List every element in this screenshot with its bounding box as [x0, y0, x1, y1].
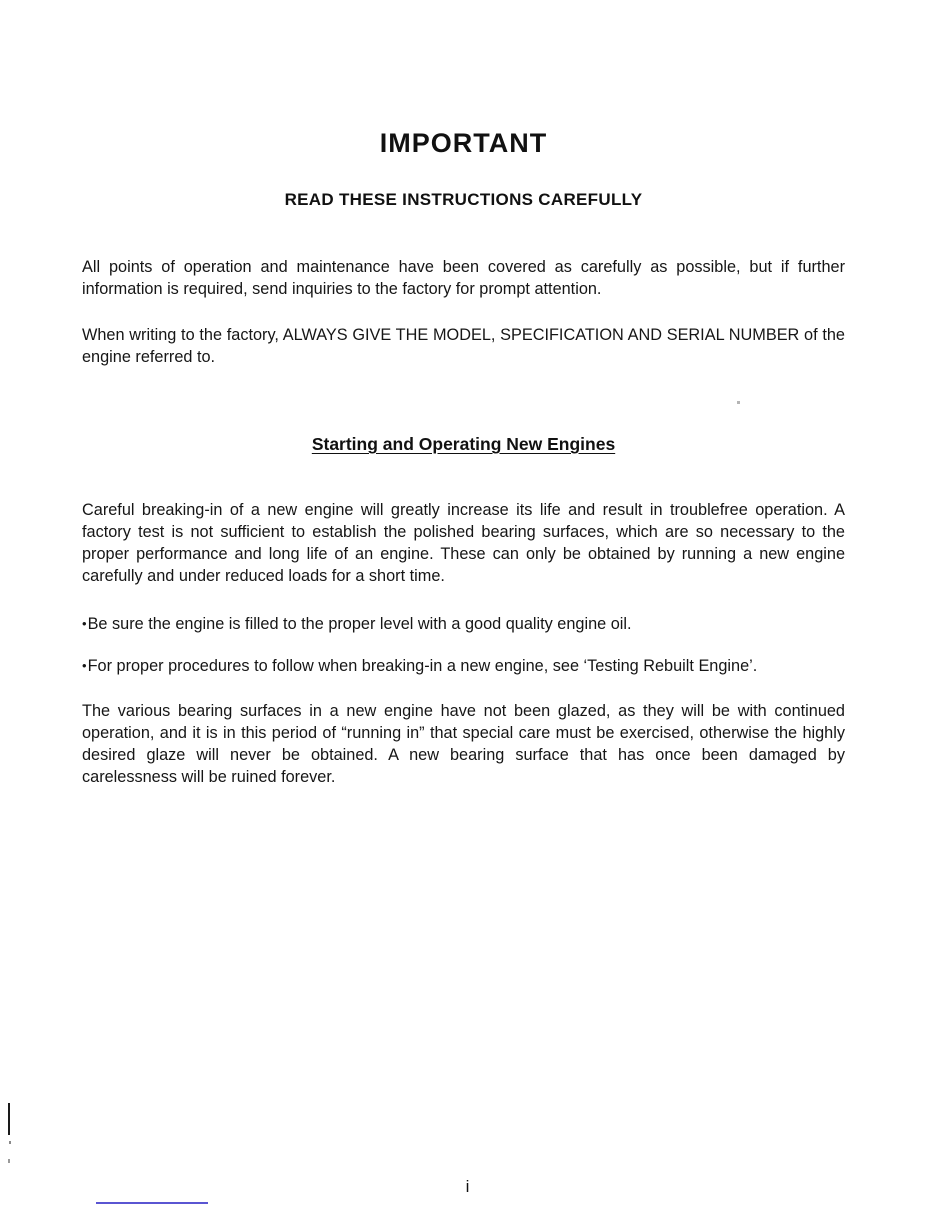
- paragraph-breaking-in: Careful breaking-in of a new engine will greatly increase its life and result in troublefree operation. A factory test is not sufficient to establish the polished bearing surfaces, which are so necessary to the proper performance and long life of an engine. These can only be obtained by running a new engine carefully and under reduced loads for a short time.: [82, 501, 845, 585]
- bullet-icon: •: [82, 616, 87, 631]
- scan-artifact-speck: [737, 401, 740, 404]
- bullet-engine-oil-text: Be sure the engine is filled to the proper level with a good quality engine oil.: [87, 615, 632, 633]
- scan-artifact-dot: [8, 1159, 10, 1163]
- bullet-icon: •: [82, 658, 87, 673]
- scan-artifact-blue-underline: [96, 1202, 208, 1204]
- bullet-engine-oil: [82, 613, 845, 635]
- paragraph-model-serial: When writing to the factory, ALWAYS GIVE THE MODEL, SPECIFICATION AND SERIAL NUMBER of the engine referred to.: [82, 326, 845, 366]
- subtitle: READ THESE INSTRUCTIONS CAREFULLY: [284, 190, 643, 209]
- page-number: i: [465, 1177, 470, 1196]
- text-column: [82, 0, 845, 788]
- bullet-breaking-in-procedures-text: For proper procedures to follow when breaking-in a new engine, see ‘Testing Rebuilt Engine’.: [87, 657, 758, 675]
- paragraph-bearing-surfaces: The various bearing surfaces in a new engine have not been glazed, as they will be with continued operation, and it is in this period of “running in” that special care must be exercised, otherwise the highly desired glaze will never be obtained. A new bearing surface that has once been damaged by carelessness will be ruined forever.: [82, 702, 845, 786]
- scan-artifact-dot: [9, 1141, 11, 1144]
- scan-artifact-vertical-tick: [8, 1103, 10, 1135]
- page-title: IMPORTANT: [379, 128, 548, 158]
- paragraph-factory-inquiries: All points of operation and maintenance have been covered as carefully as possible, but if further information is required, send inquiries to the factory for prompt attention.: [82, 258, 845, 298]
- bullet-breaking-in-procedures: [82, 655, 845, 677]
- section-heading: Starting and Operating New Engines: [311, 434, 616, 454]
